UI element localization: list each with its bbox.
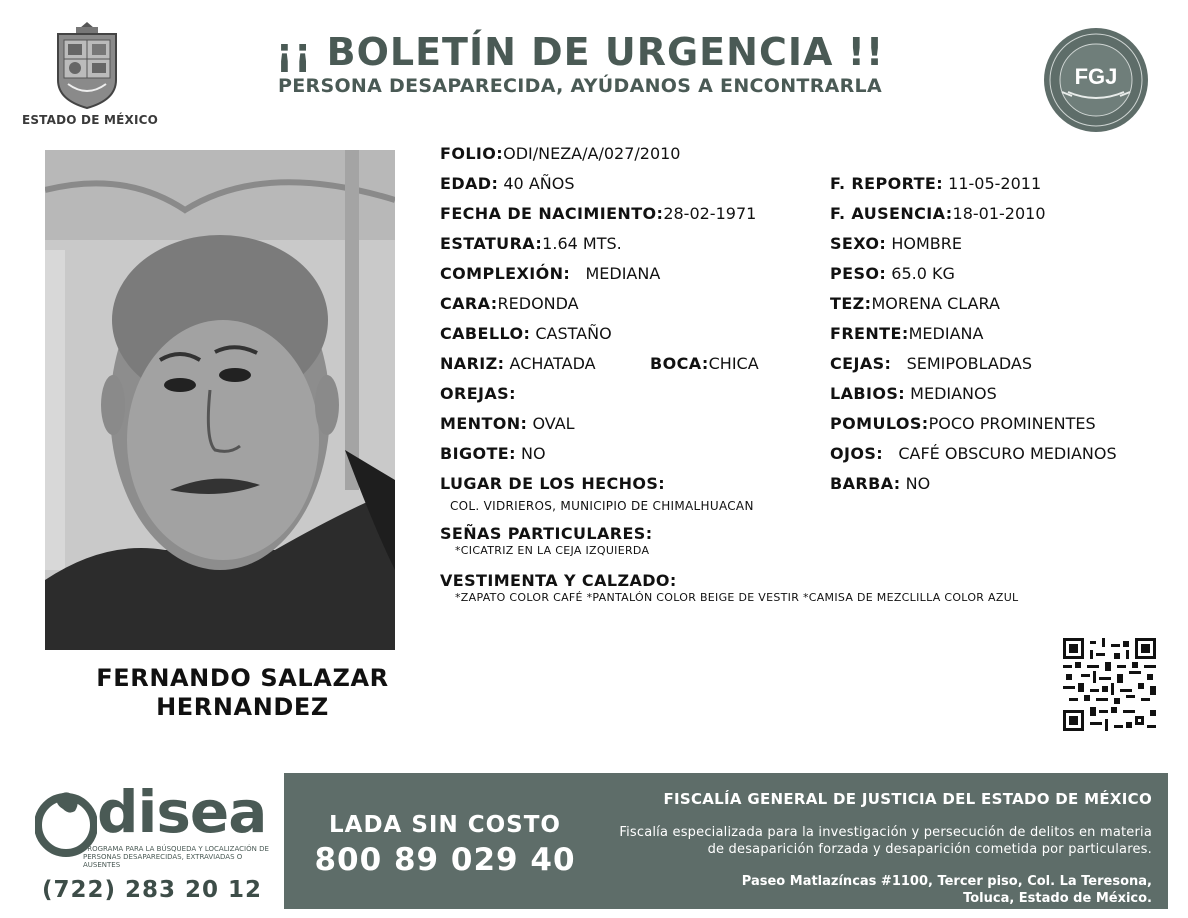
- field-value: MORENA CLARA: [871, 294, 1000, 313]
- fiscalia-description: Fiscalía especializada para la investigación y persecución de delitos en materia de desaparición forzada y desaparición cometida por particulares.: [619, 825, 1152, 857]
- field-label: BARBA:: [830, 474, 901, 493]
- field-value: MEDIANA: [908, 324, 984, 343]
- field-value: 40 AÑOS: [503, 174, 575, 193]
- field-labios: [830, 384, 997, 404]
- odisea-logo: [35, 778, 275, 875]
- person-name-line2: HERNANDEZ: [156, 693, 329, 721]
- field-cara: [440, 294, 579, 314]
- field-value: CASTAÑO: [535, 324, 612, 343]
- field-value: 18-01-2010: [952, 204, 1046, 223]
- odisea-wordmark: disea: [97, 778, 267, 846]
- field-label: OJOS:: [830, 444, 884, 463]
- missing-person-photo: [45, 150, 395, 650]
- field-cabello: [440, 324, 612, 344]
- field-label: EDAD:: [440, 174, 499, 193]
- field-boca: [650, 354, 759, 374]
- lada-label: LADA SIN COSTO: [329, 812, 561, 838]
- field-folio: [440, 144, 680, 164]
- fiscalia-title: FISCALÍA GENERAL DE JUSTICIA DEL ESTADO DE MÉXICO: [663, 790, 1152, 808]
- field-label: BOCA:: [650, 354, 709, 373]
- person-name: [60, 664, 425, 722]
- lada-number[interactable]: 800 89 029 40: [314, 842, 576, 878]
- field-value: ACHATADA: [509, 354, 596, 373]
- qr-code[interactable]: [1063, 638, 1156, 731]
- field-pomulos: [830, 414, 1096, 434]
- field-label: MENTON:: [440, 414, 528, 433]
- field-label: COMPLEXIÓN:: [440, 264, 571, 283]
- field-label: LUGAR DE LOS HECHOS:: [440, 474, 666, 493]
- field-value: 65.0 KG: [891, 264, 955, 283]
- field-label: TEZ:: [830, 294, 872, 313]
- field-value: REDONDA: [497, 294, 579, 313]
- field-value: NO: [521, 444, 546, 463]
- field-value: 11-05-2011: [948, 174, 1042, 193]
- field-f-reporte: [830, 174, 1041, 194]
- field-value: ODI/NEZA/A/027/2010: [503, 144, 681, 163]
- field-frente: [830, 324, 983, 344]
- bulletin-title: ¡¡ BOLETÍN DE URGENCIA !!: [275, 30, 885, 74]
- field-cejas: [830, 354, 1032, 374]
- field-label: POMULOS:: [830, 414, 929, 433]
- field-lugar-hechos-label: [440, 474, 665, 494]
- field-label: SEXO:: [830, 234, 887, 253]
- field-peso: [830, 264, 955, 284]
- field-label: FECHA DE NACIMIENTO:: [440, 204, 664, 223]
- field-estatura: [440, 234, 622, 254]
- address-line-1: Paseo Matlazíncas #1100, Tercer piso, Col. La Teresona,: [741, 874, 1152, 889]
- field-value: HOMBRE: [891, 234, 962, 253]
- field-sexo: [830, 234, 962, 254]
- field-label: FOLIO:: [440, 144, 504, 163]
- field-barba: [830, 474, 930, 494]
- field-ojos: [830, 444, 1117, 464]
- state-label: ESTADO DE MÉXICO: [21, 113, 159, 127]
- field-orejas: [440, 384, 521, 404]
- bulletin-subtitle: PERSONA DESAPARECIDA, AYÚDANOS A ENCONTRARLA: [278, 75, 882, 97]
- field-menton: [440, 414, 575, 434]
- field-value: NO: [905, 474, 931, 493]
- field-nariz: [440, 354, 596, 374]
- odisea-phone[interactable]: (722) 283 20 12: [41, 877, 263, 903]
- address-line-2: Toluca, Estado de México.: [963, 891, 1152, 906]
- field-value: SEMIPOBLADAS: [906, 354, 1032, 373]
- field-label: PESO:: [830, 264, 887, 283]
- field-value: OVAL: [532, 414, 575, 433]
- field-tez: [830, 294, 1000, 314]
- field-label: LABIOS:: [830, 384, 906, 403]
- field-label: CEJAS:: [830, 354, 892, 373]
- fgj-letters: FGJ: [1074, 64, 1118, 89]
- field-label: F. REPORTE:: [830, 174, 944, 193]
- field-label: OREJAS:: [440, 384, 516, 403]
- field-senas-label: [440, 524, 653, 544]
- field-edad: [440, 174, 574, 194]
- field-label: SEÑAS PARTICULARES:: [440, 524, 653, 543]
- field-vestimenta-value: *ZAPATO COLOR CAFÉ *PANTALÓN COLOR BEIGE DE VESTIR *CAMISA DE MEZCLILLA COLOR AZUL: [455, 591, 1019, 604]
- field-complexion: [440, 264, 660, 284]
- field-label: CARA:: [440, 294, 498, 313]
- field-value: MEDIANOS: [910, 384, 997, 403]
- field-label: VESTIMENTA Y CALZADO:: [440, 571, 677, 590]
- field-fecha-nacimiento: [440, 204, 756, 224]
- field-vestimenta-label: [440, 571, 677, 591]
- field-senas-value: *CICATRIZ EN LA CEJA IZQUIERDA: [455, 544, 650, 557]
- field-label: ESTATURA:: [440, 234, 543, 253]
- field-label: CABELLO:: [440, 324, 531, 343]
- field-label: NARIZ:: [440, 354, 505, 373]
- field-value: 28-02-1971: [663, 204, 757, 223]
- field-value: POCO PROMINENTES: [928, 414, 1096, 433]
- field-label: F. AUSENCIA:: [830, 204, 953, 223]
- field-lugar-hechos-value: COL. VIDRIEROS, MUNICIPIO DE CHIMALHUACAN: [450, 499, 754, 513]
- field-value: CAFÉ OBSCURO MEDIANOS: [898, 444, 1117, 463]
- odisea-program-text: PROGRAMA PARA LA BÚSQUEDA Y LOCALIZACIÓN DE PERSONAS DESAPARECIDAS, EXTRAVIADAS O AUSENTES: [83, 845, 269, 869]
- field-label: BIGOTE:: [440, 444, 516, 463]
- field-f-ausencia: [830, 204, 1046, 224]
- estado-de-mexico-coat-of-arms: [50, 20, 124, 110]
- fiscalia-address: [600, 873, 1152, 907]
- field-label: FRENTE:: [830, 324, 909, 343]
- person-name-line1: FERNANDO SALAZAR: [96, 664, 389, 692]
- field-value: CHICA: [708, 354, 759, 373]
- field-bigote: [440, 444, 546, 464]
- field-value: MEDIANA: [585, 264, 661, 283]
- field-value: 1.64 MTS.: [542, 234, 622, 253]
- fgj-seal-logo: [1042, 26, 1150, 134]
